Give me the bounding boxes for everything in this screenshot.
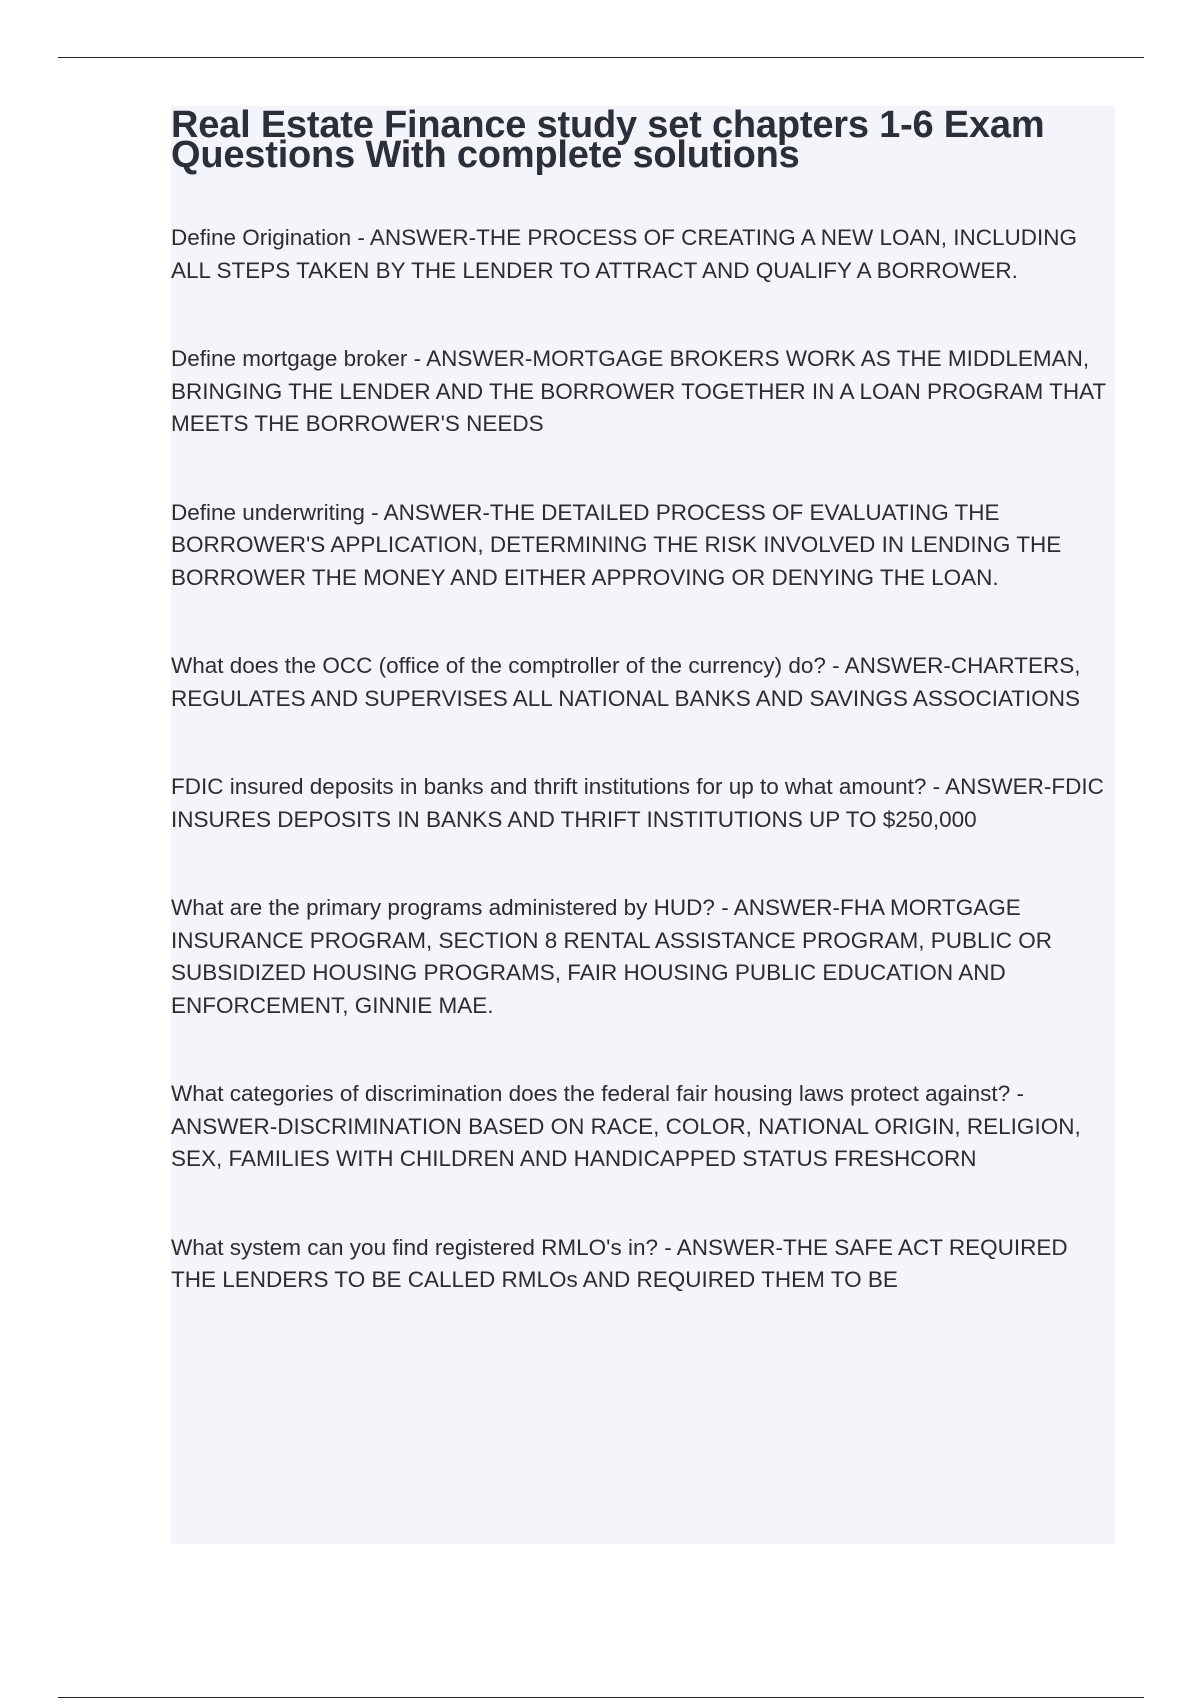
qa-item-occ: What does the OCC (office of the comptroller of the currency) do? - ANSWER-CHARTERS, REGULATES AND SUPERVISES ALL NATIONAL BANKS AND SAVINGS ASSOCIATIONS — [171, 653, 1081, 711]
qa-item-fair-housing: What categories of discrimination does the federal fair housing laws protect against? - ANSWER-DISCRIMINATION BASED ON RACE, COLOR, NATIONAL ORIGIN, RELIGION, SEX, FAMILIES WITH CHILDREN AND HANDICAPPED STATUS FRESHCORN — [171, 1081, 1081, 1171]
qa-item-underwriting: Define underwriting - ANSWER-THE DETAILED PROCESS OF EVALUATING THE BORROWER'S APPLICATION, DETERMINING THE RISK INVOLVED IN LENDING THE BORROWER THE MONEY AND EITHER APPROVING OR DENYING THE LOAN. — [171, 499, 1062, 590]
qa-item-mortgage-broker: Define mortgage broker - ANSWER-MORTGAGE BROKERS WORK AS THE MIDDLEMAN, BRINGING THE LENDER AND THE BORROWER TOGETHER IN A LOAN PROGRAM THAT MEETS THE BORROWER'S NEEDS — [171, 346, 1106, 436]
document-body — [171, 106, 1115, 1544]
footer-rule — [58, 1697, 1144, 1698]
header-rule — [58, 57, 1144, 58]
qa-item-rmlo: What system can you find registered RMLO's in? - ANSWER-THE SAFE ACT REQUIRED THE LENDERS TO BE CALLED RMLOs AND REQUIRED THEM TO BE — [171, 1234, 1068, 1292]
qa-item-hud: What are the primary programs administered by HUD? - ANSWER-FHA MORTGAGE INSURANCE PROGRAM, SECTION 8 RENTAL ASSISTANCE PROGRAM, PUBLIC OR SUBSIDIZED HOUSING PROGRAMS, FAIR HOUSING PUBLIC EDUCATION AND ENFORCEMENT, GINNIE MAE. — [171, 895, 1052, 1018]
document-title: Real Estate Finance study set chapters 1-6 Exam Questions With complete solutions — [171, 106, 1045, 176]
qa-item-origination: Define Origination - ANSWER-THE PROCESS OF CREATING A NEW LOAN, INCLUDING ALL STEPS TAKEN BY THE LENDER TO ATTRACT AND QUALIFY A BORROWER. — [171, 225, 1078, 283]
qa-list — [171, 222, 1115, 1297]
qa-item-fdic: FDIC insured deposits in banks and thrift institutions for up to what amount? - ANSWER-FDIC INSURES DEPOSITS IN BANKS AND THRIFT INSTITUTIONS UP TO $250,000 — [171, 774, 1104, 832]
